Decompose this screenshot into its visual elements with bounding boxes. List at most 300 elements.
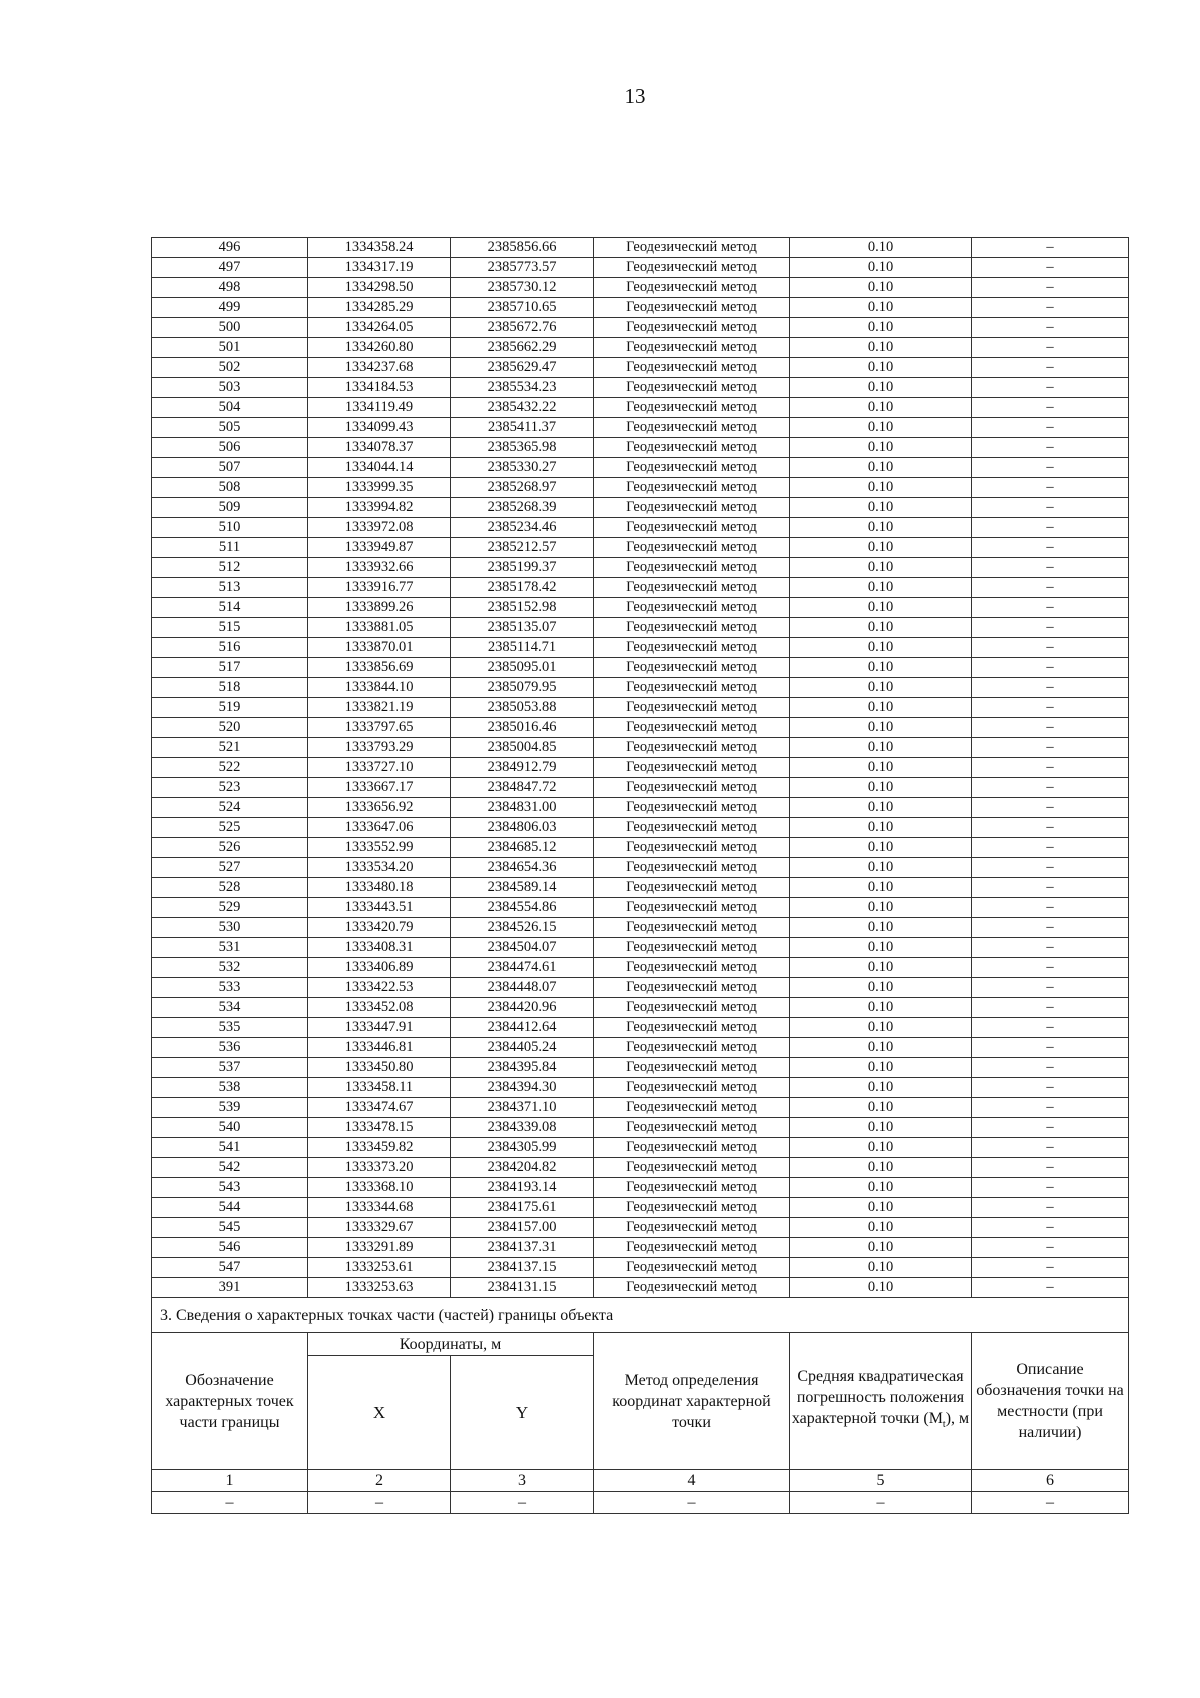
point-number: 507: [152, 458, 308, 478]
method: Геодезический метод: [594, 678, 790, 698]
coord-y: 2385672.76: [451, 318, 594, 338]
empty-cell: –: [308, 1492, 451, 1514]
method: Геодезический метод: [594, 898, 790, 918]
coord-y: 2384554.86: [451, 898, 594, 918]
error-value: 0.10: [790, 878, 972, 898]
coord-y: 2384193.14: [451, 1178, 594, 1198]
error-value: 0.10: [790, 1058, 972, 1078]
error-value: 0.10: [790, 278, 972, 298]
coord-x: 1333881.05: [308, 618, 451, 638]
point-number: 538: [152, 1078, 308, 1098]
error-value: 0.10: [790, 1018, 972, 1038]
method: Геодезический метод: [594, 1078, 790, 1098]
description: –: [972, 1158, 1129, 1178]
coord-x: 1333474.67: [308, 1098, 451, 1118]
coord-x: 1333932.66: [308, 558, 451, 578]
point-number: 502: [152, 358, 308, 378]
error-value: 0.10: [790, 938, 972, 958]
coord-x: 1334317.19: [308, 258, 451, 278]
error-value: 0.10: [790, 578, 972, 598]
point-number: 496: [152, 238, 308, 258]
error-value: 0.10: [790, 798, 972, 818]
method: Геодезический метод: [594, 478, 790, 498]
coordinates-table: [151, 237, 1129, 1514]
coord-x: 1333916.77: [308, 578, 451, 598]
table-row: [152, 638, 1129, 658]
point-number: 513: [152, 578, 308, 598]
coord-x: 1333373.20: [308, 1158, 451, 1178]
coord-y: 2384405.24: [451, 1038, 594, 1058]
description: –: [972, 698, 1129, 718]
method: Геодезический метод: [594, 938, 790, 958]
description: –: [972, 238, 1129, 258]
point-number: 515: [152, 618, 308, 638]
point-number: 504: [152, 398, 308, 418]
point-number: 533: [152, 978, 308, 998]
method: Геодезический метод: [594, 298, 790, 318]
error-value: 0.10: [790, 238, 972, 258]
table-row: [152, 1178, 1129, 1198]
description: –: [972, 1198, 1129, 1218]
header-error-subscript: t: [942, 1419, 946, 1431]
table-row: [152, 378, 1129, 398]
method: Геодезический метод: [594, 598, 790, 618]
coord-y: 2385330.27: [451, 458, 594, 478]
method: Геодезический метод: [594, 718, 790, 738]
empty-cell: –: [790, 1492, 972, 1514]
coord-y: 2385079.95: [451, 678, 594, 698]
table-row: [152, 1058, 1129, 1078]
point-number: 541: [152, 1138, 308, 1158]
description: –: [972, 838, 1129, 858]
description: –: [972, 278, 1129, 298]
point-number: 530: [152, 918, 308, 938]
table-row: [152, 458, 1129, 478]
coord-x: 1333667.17: [308, 778, 451, 798]
method: Геодезический метод: [594, 838, 790, 858]
error-value: 0.10: [790, 858, 972, 878]
method: Геодезический метод: [594, 738, 790, 758]
column-number: 3: [451, 1470, 594, 1492]
coord-x: 1333949.87: [308, 538, 451, 558]
coord-y: 2384847.72: [451, 778, 594, 798]
coord-y: 2384412.64: [451, 1018, 594, 1038]
point-number: 500: [152, 318, 308, 338]
coord-x: 1333899.26: [308, 598, 451, 618]
description: –: [972, 738, 1129, 758]
description: –: [972, 598, 1129, 618]
error-value: 0.10: [790, 258, 972, 278]
point-number: 499: [152, 298, 308, 318]
point-number: 517: [152, 658, 308, 678]
method: Геодезический метод: [594, 1238, 790, 1258]
table-row: [152, 238, 1129, 258]
coord-y: 2384371.10: [451, 1098, 594, 1118]
error-value: 0.10: [790, 398, 972, 418]
column-numbers-row: [152, 1470, 1129, 1492]
point-number: 525: [152, 818, 308, 838]
coord-y: 2385152.98: [451, 598, 594, 618]
table-row: [152, 1218, 1129, 1238]
method: Геодезический метод: [594, 1198, 790, 1218]
header-x: X: [308, 1356, 451, 1470]
coord-x: 1333870.01: [308, 638, 451, 658]
coord-x: 1333534.20: [308, 858, 451, 878]
method: Геодезический метод: [594, 878, 790, 898]
description: –: [972, 538, 1129, 558]
coord-x: 1333420.79: [308, 918, 451, 938]
point-number: 518: [152, 678, 308, 698]
error-value: 0.10: [790, 1218, 972, 1238]
table-row: [152, 678, 1129, 698]
method: Геодезический метод: [594, 998, 790, 1018]
point-number: 510: [152, 518, 308, 538]
table-row: [152, 938, 1129, 958]
point-number: 531: [152, 938, 308, 958]
table-row: [152, 758, 1129, 778]
point-number: 511: [152, 538, 308, 558]
point-number: 503: [152, 378, 308, 398]
point-number: 539: [152, 1098, 308, 1118]
error-value: 0.10: [790, 618, 972, 638]
coord-x: 1333480.18: [308, 878, 451, 898]
empty-cell: –: [972, 1492, 1129, 1514]
method: Геодезический метод: [594, 358, 790, 378]
table-row: [152, 558, 1129, 578]
error-value: 0.10: [790, 598, 972, 618]
coord-y: 2384131.15: [451, 1278, 594, 1298]
error-value: 0.10: [790, 1118, 972, 1138]
table-row: [152, 658, 1129, 678]
error-value: 0.10: [790, 538, 972, 558]
method: Геодезический метод: [594, 538, 790, 558]
coord-y: 2384912.79: [451, 758, 594, 778]
description: –: [972, 298, 1129, 318]
method: Геодезический метод: [594, 558, 790, 578]
coord-y: 2385534.23: [451, 378, 594, 398]
coord-y: 2385234.46: [451, 518, 594, 538]
method: Геодезический метод: [594, 1178, 790, 1198]
coord-x: 1333656.92: [308, 798, 451, 818]
description: –: [972, 618, 1129, 638]
error-value: 0.10: [790, 1278, 972, 1298]
table-row: [152, 1018, 1129, 1038]
error-value: 0.10: [790, 358, 972, 378]
section-3: [152, 1298, 1129, 1514]
description: –: [972, 678, 1129, 698]
method: Геодезический метод: [594, 1038, 790, 1058]
method: Геодезический метод: [594, 758, 790, 778]
method: Геодезический метод: [594, 1158, 790, 1178]
error-value: 0.10: [790, 518, 972, 538]
error-value: 0.10: [790, 658, 972, 678]
table-row: [152, 838, 1129, 858]
method: Геодезический метод: [594, 318, 790, 338]
description: –: [972, 758, 1129, 778]
coord-x: 1333478.15: [308, 1118, 451, 1138]
method: Геодезический метод: [594, 498, 790, 518]
point-number: 508: [152, 478, 308, 498]
coord-x: 1333450.80: [308, 1058, 451, 1078]
table-row: [152, 1138, 1129, 1158]
method: Геодезический метод: [594, 1118, 790, 1138]
coord-y: 2385773.57: [451, 258, 594, 278]
coord-y: 2385710.65: [451, 298, 594, 318]
column-number: 2: [308, 1470, 451, 1492]
coord-y: 2385016.46: [451, 718, 594, 738]
coord-x: 1333452.08: [308, 998, 451, 1018]
point-number: 391: [152, 1278, 308, 1298]
error-value: 0.10: [790, 1138, 972, 1158]
coord-y: 2384685.12: [451, 838, 594, 858]
error-value: 0.10: [790, 778, 972, 798]
method: Геодезический метод: [594, 238, 790, 258]
coord-y: 2385053.88: [451, 698, 594, 718]
point-number: 523: [152, 778, 308, 798]
description: –: [972, 1078, 1129, 1098]
description: –: [972, 798, 1129, 818]
table-row: [152, 518, 1129, 538]
description: –: [972, 458, 1129, 478]
coord-y: 2384589.14: [451, 878, 594, 898]
description: –: [972, 1038, 1129, 1058]
error-value: 0.10: [790, 638, 972, 658]
error-value: 0.10: [790, 678, 972, 698]
coord-y: 2385856.66: [451, 238, 594, 258]
error-value: 0.10: [790, 1198, 972, 1218]
table-row: [152, 1158, 1129, 1178]
error-value: 0.10: [790, 1178, 972, 1198]
description: –: [972, 1018, 1129, 1038]
description: –: [972, 1238, 1129, 1258]
point-number: 542: [152, 1158, 308, 1178]
table-row: [152, 718, 1129, 738]
error-value: 0.10: [790, 1098, 972, 1118]
table-row: [152, 1078, 1129, 1098]
column-number: 5: [790, 1470, 972, 1492]
description: –: [972, 998, 1129, 1018]
table-row: [152, 618, 1129, 638]
description: –: [972, 478, 1129, 498]
coord-y: 2385268.39: [451, 498, 594, 518]
column-number: 6: [972, 1470, 1129, 1492]
point-number: 526: [152, 838, 308, 858]
description: –: [972, 938, 1129, 958]
error-value: 0.10: [790, 378, 972, 398]
column-number: 1: [152, 1470, 308, 1492]
error-value: 0.10: [790, 818, 972, 838]
description: –: [972, 1178, 1129, 1198]
table-row: [152, 538, 1129, 558]
error-value: 0.10: [790, 298, 972, 318]
description: –: [972, 1058, 1129, 1078]
empty-row: [152, 1492, 1129, 1514]
coord-y: 2384157.00: [451, 1218, 594, 1238]
coord-x: 1333458.11: [308, 1078, 451, 1098]
coord-x: 1333727.10: [308, 758, 451, 778]
point-number: 532: [152, 958, 308, 978]
coord-x: 1333406.89: [308, 958, 451, 978]
error-value: 0.10: [790, 1158, 972, 1178]
coord-y: 2384204.82: [451, 1158, 594, 1178]
header-designation: Обозначение характерных точек части границы: [152, 1333, 308, 1470]
description: –: [972, 878, 1129, 898]
coord-x: 1333459.82: [308, 1138, 451, 1158]
header-error: [790, 1333, 972, 1470]
coord-x: 1334237.68: [308, 358, 451, 378]
method: Геодезический метод: [594, 798, 790, 818]
point-number: 506: [152, 438, 308, 458]
table-row: [152, 258, 1129, 278]
coord-x: 1333797.65: [308, 718, 451, 738]
coord-y: 2385629.47: [451, 358, 594, 378]
coord-y: 2385365.98: [451, 438, 594, 458]
description: –: [972, 418, 1129, 438]
method: Геодезический метод: [594, 638, 790, 658]
table-row: [152, 698, 1129, 718]
description: –: [972, 718, 1129, 738]
coord-y: 2384526.15: [451, 918, 594, 938]
coord-y: 2385268.97: [451, 478, 594, 498]
table-row: [152, 418, 1129, 438]
column-number: 4: [594, 1470, 790, 1492]
description: –: [972, 498, 1129, 518]
description: –: [972, 358, 1129, 378]
coord-x: 1334260.80: [308, 338, 451, 358]
method: Геодезический метод: [594, 378, 790, 398]
coord-x: 1334184.53: [308, 378, 451, 398]
empty-cell: –: [451, 1492, 594, 1514]
header-method: Метод определения координат характерной точки: [594, 1333, 790, 1470]
point-number: 509: [152, 498, 308, 518]
table-row: [152, 478, 1129, 498]
table-row: [152, 1118, 1129, 1138]
method: Геодезический метод: [594, 1218, 790, 1238]
description: –: [972, 638, 1129, 658]
coord-x: 1333994.82: [308, 498, 451, 518]
coord-x: 1333647.06: [308, 818, 451, 838]
description: –: [972, 978, 1129, 998]
coord-y: 2384137.15: [451, 1258, 594, 1278]
coord-x: 1334044.14: [308, 458, 451, 478]
coord-x: 1334119.49: [308, 398, 451, 418]
method: Геодезический метод: [594, 578, 790, 598]
coord-x: 1333408.31: [308, 938, 451, 958]
table-row: [152, 978, 1129, 998]
coord-x: 1334099.43: [308, 418, 451, 438]
method: Геодезический метод: [594, 978, 790, 998]
error-value: 0.10: [790, 558, 972, 578]
point-number: 546: [152, 1238, 308, 1258]
coord-x: 1333446.81: [308, 1038, 451, 1058]
point-number: 522: [152, 758, 308, 778]
description: –: [972, 818, 1129, 838]
description: –: [972, 1138, 1129, 1158]
error-value: 0.10: [790, 418, 972, 438]
coord-x: 1333329.67: [308, 1218, 451, 1238]
description: –: [972, 378, 1129, 398]
error-value: 0.10: [790, 338, 972, 358]
error-value: 0.10: [790, 898, 972, 918]
point-number: 524: [152, 798, 308, 818]
coord-x: 1333253.63: [308, 1278, 451, 1298]
coord-x: 1333793.29: [308, 738, 451, 758]
table-row: [152, 498, 1129, 518]
method: Геодезический метод: [594, 1098, 790, 1118]
method: Геодезический метод: [594, 1258, 790, 1278]
point-number: 501: [152, 338, 308, 358]
coord-y: 2384504.07: [451, 938, 594, 958]
description: –: [972, 578, 1129, 598]
coord-y: 2384831.00: [451, 798, 594, 818]
method: Геодезический метод: [594, 518, 790, 538]
header-coordinates: Координаты, м: [308, 1333, 594, 1356]
description: –: [972, 438, 1129, 458]
coord-x: 1333368.10: [308, 1178, 451, 1198]
description: –: [972, 558, 1129, 578]
page-number: 13: [624, 84, 646, 108]
coord-x: 1333422.53: [308, 978, 451, 998]
coord-x: 1333856.69: [308, 658, 451, 678]
point-number: 505: [152, 418, 308, 438]
error-value: 0.10: [790, 698, 972, 718]
coord-x: 1334358.24: [308, 238, 451, 258]
table-row: [152, 578, 1129, 598]
point-number: 534: [152, 998, 308, 1018]
method: Геодезический метод: [594, 338, 790, 358]
method: Геодезический метод: [594, 398, 790, 418]
method: Геодезический метод: [594, 918, 790, 938]
description: –: [972, 318, 1129, 338]
method: Геодезический метод: [594, 278, 790, 298]
error-value: 0.10: [790, 1258, 972, 1278]
coord-x: 1333999.35: [308, 478, 451, 498]
description: –: [972, 1098, 1129, 1118]
table-row: [152, 398, 1129, 418]
coord-x: 1334078.37: [308, 438, 451, 458]
header-error-unit: ), м: [945, 1410, 970, 1428]
coord-x: 1334298.50: [308, 278, 451, 298]
point-number: 512: [152, 558, 308, 578]
table-row: [152, 338, 1129, 358]
error-value: 0.10: [790, 978, 972, 998]
method: Геодезический метод: [594, 1018, 790, 1038]
description: –: [972, 338, 1129, 358]
method: Геодезический метод: [594, 858, 790, 878]
coord-y: 2385114.71: [451, 638, 594, 658]
table-row: [152, 818, 1129, 838]
table-row: [152, 438, 1129, 458]
coord-y: 2384474.61: [451, 958, 594, 978]
point-number: 521: [152, 738, 308, 758]
error-value: 0.10: [790, 998, 972, 1018]
coord-y: 2384420.96: [451, 998, 594, 1018]
method: Геодезический метод: [594, 418, 790, 438]
table-row: [152, 998, 1129, 1018]
coord-x: 1333443.51: [308, 898, 451, 918]
coord-x: 1334264.05: [308, 318, 451, 338]
table-row: [152, 1038, 1129, 1058]
method: Геодезический метод: [594, 1278, 790, 1298]
error-value: 0.10: [790, 1078, 972, 1098]
error-value: 0.10: [790, 958, 972, 978]
coord-y: 2385432.22: [451, 398, 594, 418]
error-value: 0.10: [790, 438, 972, 458]
error-value: 0.10: [790, 458, 972, 478]
table-row: [152, 958, 1129, 978]
coord-y: 2385199.37: [451, 558, 594, 578]
table-row: [152, 738, 1129, 758]
